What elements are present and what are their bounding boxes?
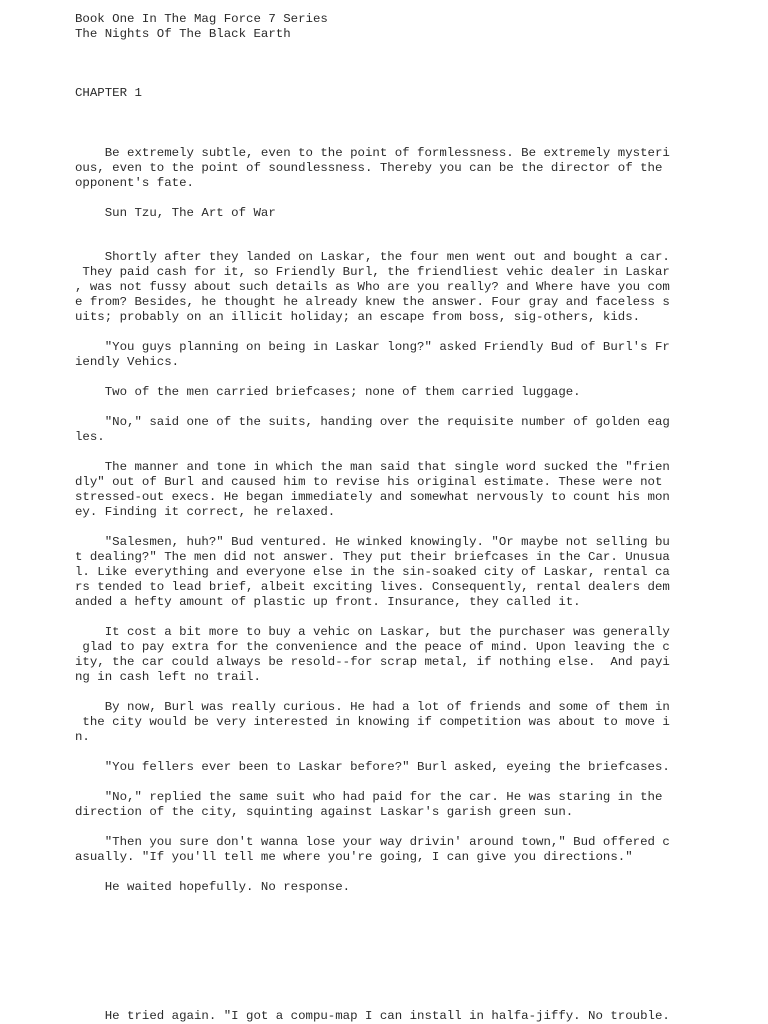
text-line: l. Like everything and everyone else in the sin-soaked city of Laskar, rental ca xyxy=(75,565,670,579)
text-line: They paid cash for it, so Friendly Burl, the friendliest vehic dealer in Laskar xyxy=(75,265,670,279)
body-text xyxy=(75,146,675,1024)
paragraph xyxy=(75,340,675,370)
text-line: opponent's fate. xyxy=(75,176,194,190)
paragraph xyxy=(75,146,675,191)
text-line: t dealing?" The men did not answer. They put their briefcases in the Car. Unusua xyxy=(75,550,670,564)
paragraph xyxy=(75,790,675,820)
text-line: "Salesmen, huh?" Bud ventured. He winked knowingly. "Or maybe not selling bu xyxy=(75,535,670,549)
text-line: les. xyxy=(75,430,105,444)
paragraph xyxy=(75,250,675,325)
paragraph xyxy=(75,1009,675,1024)
text-line: rs tended to lead brief, albeit exciting lives. Consequently, rental dealers dem xyxy=(75,580,670,594)
text-line: Two of the men carried briefcases; none of them carried luggage. xyxy=(75,385,581,399)
text-line: ey. Finding it correct, he relaxed. xyxy=(75,505,336,519)
paragraph xyxy=(75,880,675,895)
text-line: Be extremely subtle, even to the point of formlessness. Be extremely mysteri xyxy=(75,146,670,160)
text-line: n. xyxy=(75,730,90,744)
text-line: the city would be very interested in knowing if competition was about to move i xyxy=(75,715,670,729)
paragraph xyxy=(75,760,675,775)
text-line: It cost a bit more to buy a vehic on Laskar, but the purchaser was generally xyxy=(75,625,670,639)
text-line: "No," replied the same suit who had paid for the car. He was staring in the xyxy=(75,790,663,804)
text-line: anded a hefty amount of plastic up front. Insurance, they called it. xyxy=(75,595,581,609)
text-line: ous, even to the point of soundlessness. Thereby you can be the director of the xyxy=(75,161,663,175)
text-line: ity, the car could always be resold--for scrap metal, if nothing else. And payi xyxy=(75,655,670,669)
paragraph xyxy=(75,835,675,865)
paragraph xyxy=(75,206,675,221)
text-line: direction of the city, squinting against Laskar's garish green sun. xyxy=(75,805,574,819)
text-line: stressed-out execs. He began immediately and somewhat nervously to count his mon xyxy=(75,490,670,504)
paragraph xyxy=(75,385,675,400)
text-line: iendly Vehics. xyxy=(75,355,180,369)
text-line: "You fellers ever been to Laskar before?" Burl asked, eyeing the briefcases. xyxy=(75,760,670,774)
paragraph xyxy=(75,700,675,745)
text-line: He tried again. "I got a compu-map I can install in halfa-jiffy. No trouble. xyxy=(75,1009,670,1023)
text-line: ng in cash left no trail. xyxy=(75,670,261,684)
paragraph xyxy=(75,415,675,445)
text-line: He waited hopefully. No response. xyxy=(75,880,351,894)
text-line: glad to pay extra for the convenience and the peace of mind. Upon leaving the c xyxy=(75,640,670,654)
text-line: The manner and tone in which the man said that single word sucked the "frien xyxy=(75,460,670,474)
text-line: e from? Besides, he thought he already knew the answer. Four gray and faceless s xyxy=(75,295,670,309)
text-line: "Then you sure don't wanna lose your way drivin' around town," Bud offered c xyxy=(75,835,670,849)
document-page xyxy=(75,12,675,1024)
text-line: "No," said one of the suits, handing over the requisite number of golden eag xyxy=(75,415,670,429)
paragraph xyxy=(75,535,675,610)
text-line: uits; probably on an illicit holiday; an escape from boss, sig-others, kids. xyxy=(75,310,641,324)
book-title: The Nights Of The Black Earth xyxy=(75,27,291,41)
text-line: dly" out of Burl and caused him to revise his original estimate. These were not xyxy=(75,475,663,489)
paragraph xyxy=(75,460,675,520)
text-line: "You guys planning on being in Laskar long?" asked Friendly Bud of Burl's Fr xyxy=(75,340,670,354)
chapter-heading: CHAPTER 1 xyxy=(75,86,142,100)
text-line: asually. "If you'll tell me where you're going, I can give you directions." xyxy=(75,850,633,864)
text-line: Sun Tzu, The Art of War xyxy=(75,206,276,220)
text-line: Shortly after they landed on Laskar, the four men went out and bought a car. xyxy=(75,250,670,264)
series-line: Book One In The Mag Force 7 Series xyxy=(75,12,328,26)
paragraph xyxy=(75,625,675,685)
book-header xyxy=(75,12,675,42)
text-line: , was not fussy about such details as Who are you really? and Where have you com xyxy=(75,280,670,294)
text-line: By now, Burl was really curious. He had a lot of friends and some of them in xyxy=(75,700,670,714)
